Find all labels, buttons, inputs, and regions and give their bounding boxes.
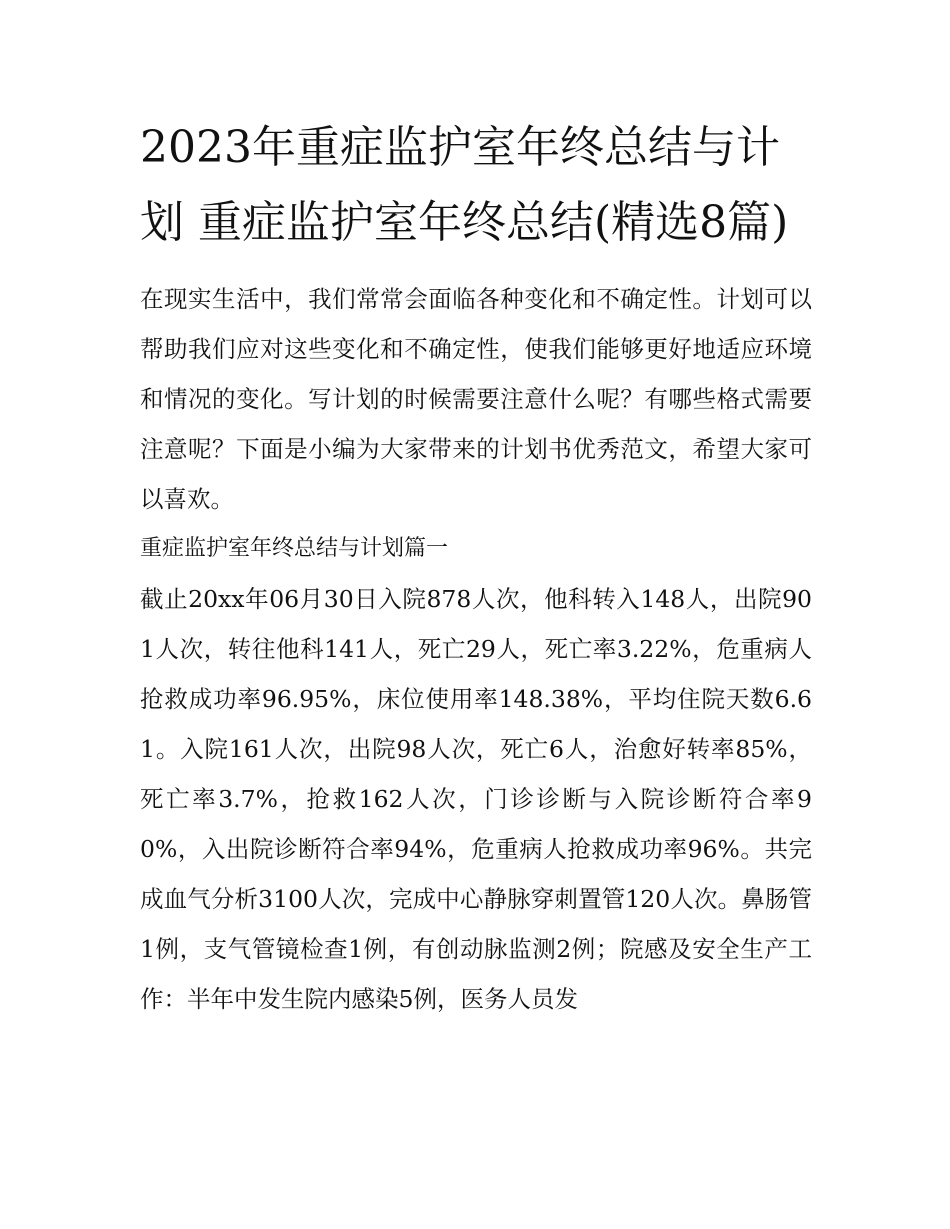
section-heading: 重症监护室年终总结与计划篇一 [140, 536, 449, 561]
intro-paragraph: 在现实生活中，我们常常会面临各种变化和不确定性。计划可以帮助我们应对这些变化和不确定性，使我们能够更好地适应环境和情况的变化。写计划的时候需要注意什么呢？有哪些格式需要注意呢？下面是小编为大家带来的计划书优秀范文，希望大家可以喜欢。 [140, 285, 812, 513]
document-page [140, 110, 812, 1024]
body-paragraph: 截止20xx年06月30日入院878人次，他科转入148人，出院901人次，转往他科141人，死亡29人，死亡率3.22%，危重病人抢救成功率96.95%，床位使用率148.38%，平均住院天数6.61。入院161人次，出院98人次，死亡6人，治愈好转率85%，死亡率3.7%，抢救162人次，门诊诊断与入院诊断符合率90%，入出院诊断符合率94%，危重病人抢救成功率96%。共完成血气分析3100人次，完成中心静脉穿刺置管120人次。鼻肠管1例，支气管镜检查1例，有创动脉监测2例；院感及安全生产工作：半年中发生院内感染5例，医务人员发 [140, 585, 812, 1013]
document-title: 2023年重症监护室年终总结与计划 重症监护室年终总结(精选8篇) [140, 122, 789, 248]
